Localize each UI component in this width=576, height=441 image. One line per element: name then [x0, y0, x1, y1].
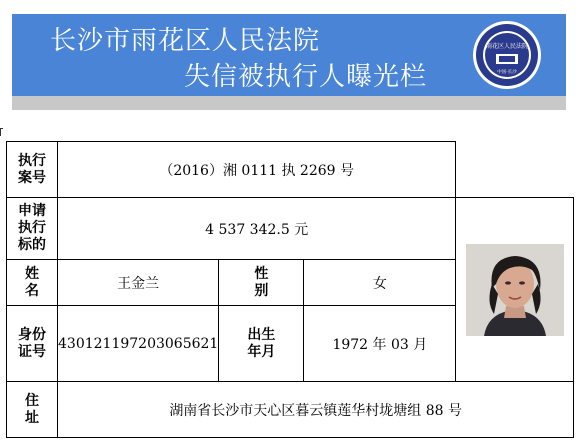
case-number-value: （2016）湘 0111 执 2269 号 — [58, 142, 456, 198]
photo-cell — [456, 198, 574, 382]
name-label: 姓 名 — [7, 260, 58, 306]
empty-cell — [456, 142, 574, 198]
table-row — [7, 382, 574, 438]
address-label: 住 址 — [7, 382, 58, 438]
emblem-text: 雨花区人民法院 — [485, 43, 529, 50]
id-number-value: 430121197203065621 — [58, 306, 219, 382]
id-number-label: 身份 证号 — [7, 306, 58, 382]
table-row — [7, 198, 574, 260]
name-value: 王金兰 — [58, 260, 219, 306]
birth-label: 出生 年月 — [219, 306, 304, 382]
execution-amount-label: 申请 执行 标的 — [7, 198, 58, 260]
birth-value: 1972 年 03 月 — [304, 306, 456, 382]
defaulter-info-table — [6, 141, 574, 438]
address-value: 湖南省长沙市天心区暮云镇莲华村垅塘组 88 号 — [58, 382, 574, 438]
banner-top-strip — [12, 0, 566, 14]
blacklist-title: 失信被执行人曝光栏 — [184, 62, 428, 92]
header-banner — [12, 0, 566, 110]
court-emblem-icon — [472, 20, 542, 90]
gender-value: 女 — [304, 260, 456, 306]
defaulter-photo — [466, 244, 564, 336]
banner-bottom-strip — [12, 96, 566, 110]
emblem-subtext: 中国·长沙 — [497, 70, 517, 75]
corner-marker — [0, 128, 3, 136]
case-number-label: 执行 案号 — [7, 142, 58, 198]
gender-label: 性 别 — [219, 260, 304, 306]
portrait-icon — [466, 244, 564, 336]
execution-amount-value: 4 537 342.5 元 — [58, 198, 456, 260]
table-row — [7, 142, 574, 198]
court-name-title: 长沙市雨花区人民法院 — [50, 26, 321, 56]
